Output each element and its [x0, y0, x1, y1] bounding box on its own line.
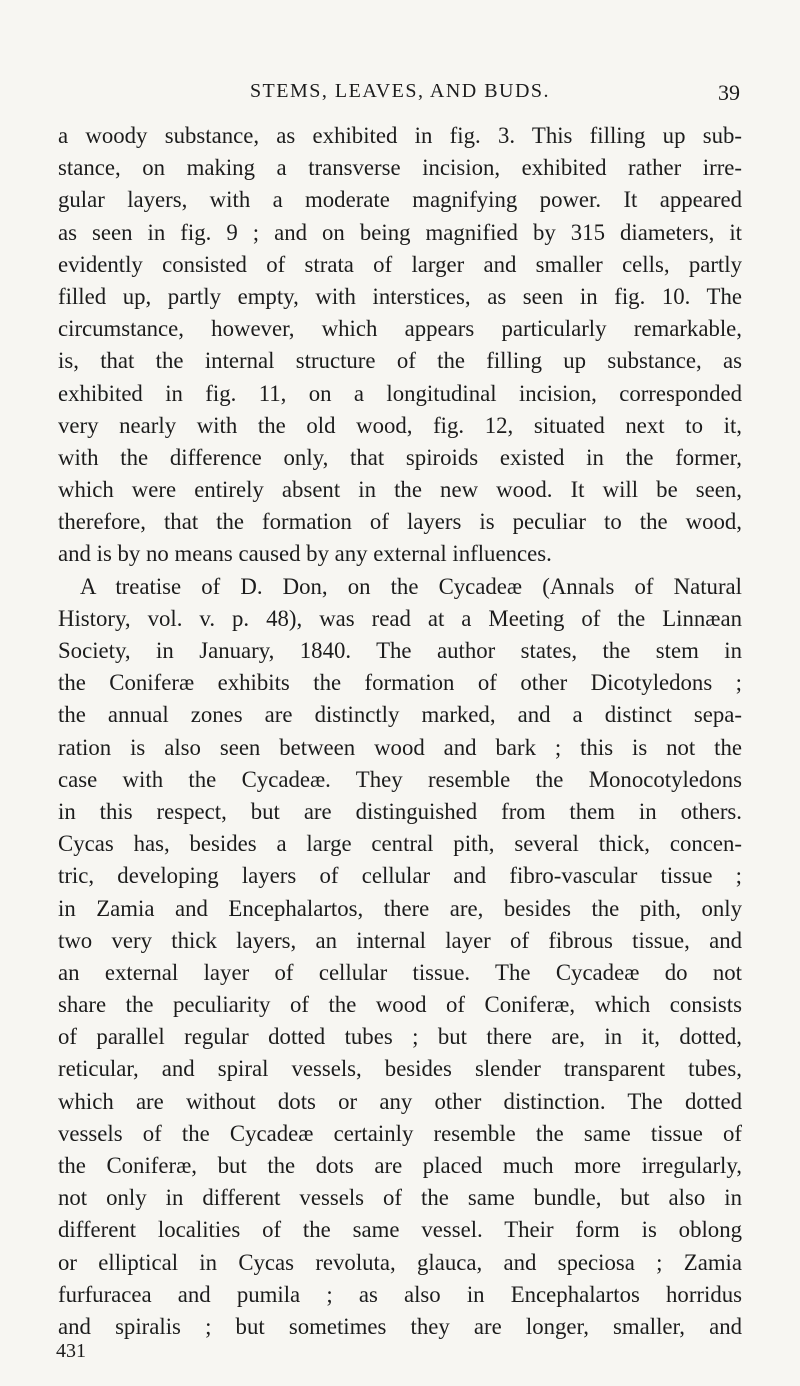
text-line: and spiralis ; but sometimes they are longer, smaller, and: [58, 1313, 742, 1339]
page-header: [60, 80, 740, 114]
text-line: reticular, and spiral vessels, besides slender transparent tubes,: [58, 1056, 742, 1082]
text-line: gular layers, with a moderate magnifying power. It appeared: [58, 187, 742, 213]
text-line: the annual zones are distinctly marked, and a distinct sepa-: [58, 702, 742, 728]
running-head: STEMS, LEAVES, AND BUDS.: [249, 80, 551, 102]
page-number: 39: [718, 80, 740, 105]
text-line: stance, on making a transverse incision, exhibited rather irre-: [58, 155, 742, 181]
text-line: different localities of the same vessel. Their form is oblong: [58, 1217, 742, 1243]
text-line: and is by no means caused by any external influences.: [58, 541, 552, 567]
text-line: not only in different vessels of the same bundle, but also in: [58, 1185, 742, 1211]
text-line: A treatise of D. Don, on the Cycadeæ (Annals of Natural: [80, 573, 742, 599]
printer-signature: 431: [56, 1340, 86, 1362]
text-line: History, vol. v. p. 48), was read at a Meeting of the Linnæan: [58, 605, 742, 631]
text-line: an external layer of cellular tissue. The Cycadeæ do not: [58, 959, 742, 985]
text-line: exhibited in fig. 11, on a longitudinal incision, corresponded: [58, 380, 742, 406]
text-line: in Zamia and Encephalartos, there are, besides the pith, only: [58, 895, 742, 921]
text-line: circumstance, however, which appears particularly remarkable,: [58, 316, 742, 342]
text-line: is, that the internal structure of the filling up substance, as: [58, 348, 742, 374]
text-line: which were entirely absent in the new wood. It will be seen,: [58, 477, 742, 503]
text-line: a woody substance, as exhibited in fig. 3. This filling up sub-: [58, 123, 742, 148]
body-text: [58, 120, 742, 1343]
text-line: two very thick layers, an internal layer of fibrous tissue, and: [58, 927, 742, 953]
text-line: in this respect, but are distinguished from them in others.: [58, 798, 742, 824]
text-line: the Coniferæ, but the dots are placed much more irregularly,: [58, 1153, 742, 1178]
text-line: Cycas has, besides a large central pith, several thick, concen-: [58, 831, 742, 857]
text-line: case with the Cycadeæ. They resemble the Monocotyledons: [58, 766, 742, 792]
text-line: vessels of the Cycadeæ certainly resemble the same tissue of: [58, 1120, 742, 1146]
text-line: which are without dots or any other distinction. The dotted: [58, 1088, 742, 1114]
text-line: evidently consisted of strata of larger and smaller cells, partly: [58, 251, 742, 277]
text-line: the Coniferæ exhibits the formation of other Dicotyledons ;: [58, 670, 742, 696]
text-line: furfuracea and pumila ; as also in Encephalartos horridus: [58, 1281, 742, 1307]
text-line: or elliptical in Cycas revoluta, glauca, and speciosa ; Zamia: [58, 1249, 742, 1275]
text-line: filled up, partly empty, with interstices, as seen in fig. 10. The: [58, 283, 742, 309]
text-line: Society, in January, 1840. The author states, the stem in: [58, 638, 742, 663]
text-line: very nearly with the old wood, fig. 12, situated next to it,: [58, 412, 742, 438]
text-line: with the difference only, that spiroids existed in the former,: [58, 444, 742, 470]
text-line: therefore, that the formation of layers is peculiar to the wood,: [58, 509, 742, 535]
text-line: ration is also seen between wood and bark ; this is not the: [58, 734, 742, 760]
text-line: as seen in fig. 9 ; and on being magnified by 315 diameters, it: [58, 219, 742, 245]
text-line: share the peculiarity of the wood of Coniferæ, which consists: [58, 992, 742, 1018]
text-line: tric, developing layers of cellular and fibro-vascular tissue ;: [58, 863, 742, 889]
text-line: of parallel regular dotted tubes ; but there are, in it, dotted,: [58, 1024, 742, 1050]
